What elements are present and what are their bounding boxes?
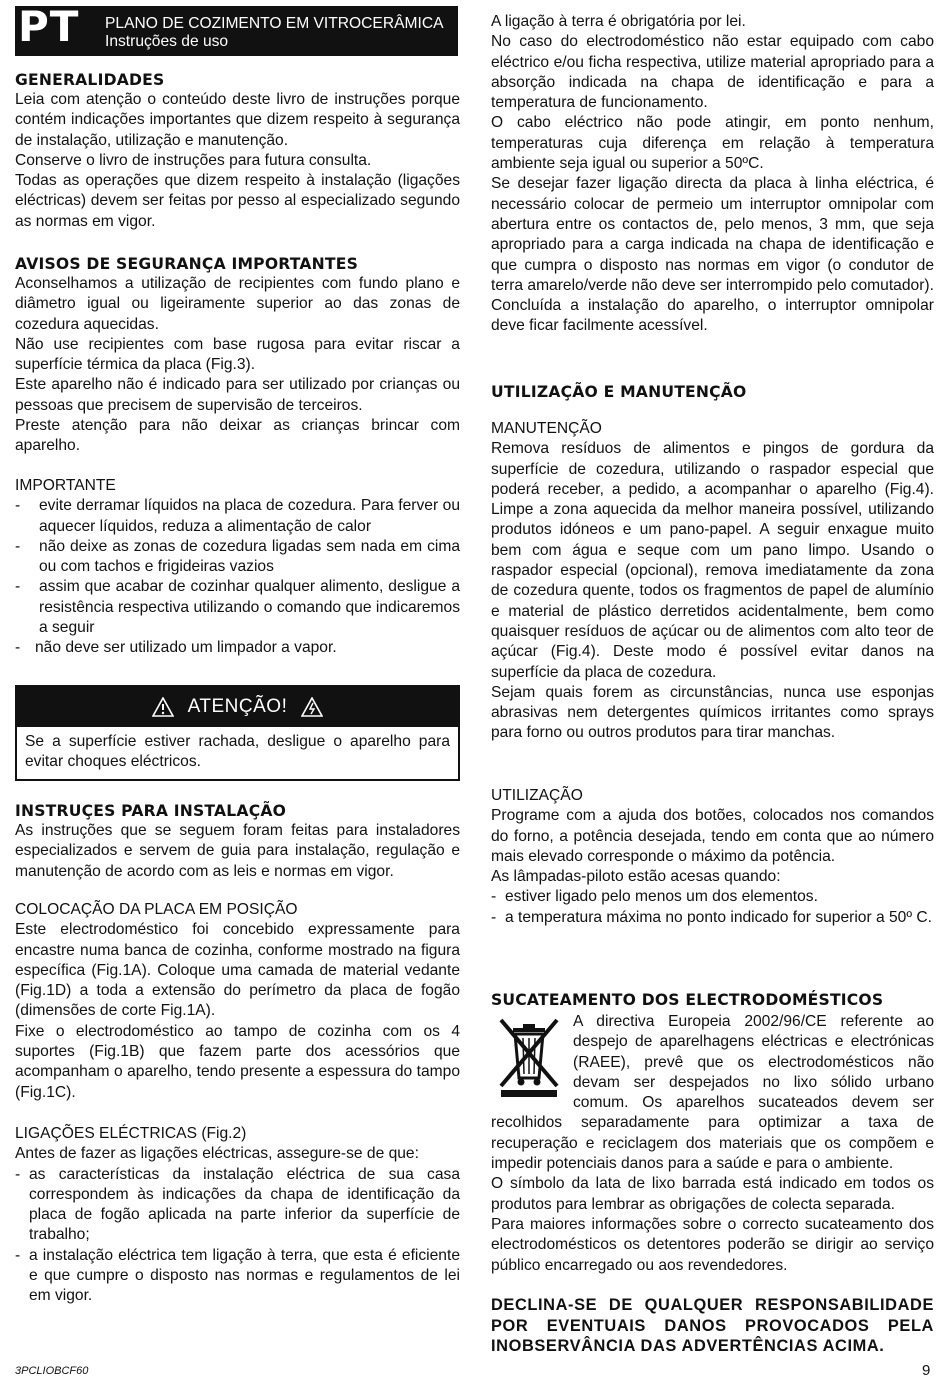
paragraph: Concluída a instalação do aparelho, o interruptor omnipolar deve ficar facilmente acessível. (491, 297, 934, 335)
list-item: - a instalação eléctrica tem ligação à terra, que esta é eficiente e que cumpre o disposto nas normas e regulamentos de lei em vigor. (15, 1246, 460, 1305)
heading-ligacoes: LIGAÇÕES ELÉCTRICAS (Fig.2) (15, 1125, 247, 1142)
crossed-bin-icon (493, 1014, 565, 1098)
paragraph: Fixe o electrodoméstico ao tampo de cozinha com os 4 suportes (Fig.1B) que fazem parte dos acessórios que acompanham o aparelho, tendo presente a espessura do tampo (Fig.1C). (15, 1022, 460, 1101)
list-item: - a temperatura máxima no ponto indicado for superior a 50º C. (491, 908, 932, 926)
paragraph: Preste atenção para não deixar as crianças brincar com aparelho. (15, 417, 460, 455)
paragraph: Aconselhamos a utilização de recipientes com fundo plano e diâmetro igual ou ligeiramente superior ao das zonas de cozedura aquecidas. (15, 275, 460, 333)
heading-utilizacao: UTILIZAÇÃO (491, 787, 583, 804)
section-utilizacao-manutencao (491, 382, 934, 402)
warning-box (15, 685, 460, 781)
warning-text: Se a superfície estiver rachada, desligue o aparelho para evitar choques eléctricos. (25, 733, 450, 771)
paragraph: Antes de fazer as ligações eléctricas, assegure-se de que: (15, 1145, 419, 1163)
section-ligacao-terra (491, 12, 934, 337)
section-ligacoes (15, 1124, 460, 1307)
list-item: - estiver ligado pelo menos um dos elementos. (491, 888, 818, 906)
list-item: - as características da instalação eléctrica de sua casa correspondem às indicações da chapa de identificação da placa de fogão aplicada na parte inferior da superfície de trabalho; (15, 1165, 460, 1244)
disclaimer (491, 1295, 934, 1357)
heading-generalidades: GENERALIDADES (15, 71, 165, 89)
paragraph: Conserve o livro de instruções para futura consulta. (15, 151, 372, 169)
warning-title: ATENÇÃO! (187, 696, 288, 717)
paragraph: No caso do electrodoméstico não estar equipado com cabo eléctrico e/ou ficha respectiva, utilize material apropriado para a absorção indicada na chapa de identificação e para a temperatura de funcionamento. (491, 33, 934, 112)
paragraph: O cabo eléctrico não pode atingir, em ponto nenhum, temperaturas cuja diferença em relação à temperatura ambiente seja igual ou superior a 50ºC. (491, 114, 934, 173)
heading-colocacao: COLOCAÇÃO DA PLACA EM POSIÇÃO (15, 901, 298, 918)
section-colocacao (15, 900, 460, 1103)
section-instrucoes (15, 801, 460, 882)
paragraph: Este electrodoméstico foi concebido expressamente para encastre numa banca de cozinha, conforme mostrado na figura específica (Fig.1A). Coloque uma camada de material vedante (Fig.1D) a toda a extensão do perímetro da placa de fogão (dimensões de corte Fig.1A). (15, 921, 460, 1020)
electric-shock-icon (301, 697, 323, 717)
warning-box-header (17, 687, 458, 727)
paragraph: Programe com a ajuda dos botões, colocados nos comandos do forno, a potência desejada, tendo em conta que ao número mais elevado corresponde o máximo da potência. (491, 807, 934, 865)
paragraph: Para maiores informações sobre o correcto sucateamento dos electrodomésticos os detentores poderão se dirigir ao serviço público encarregado ou aos revendedores. (491, 1215, 934, 1274)
list-item: - não deve ser utilizado um limpador a vapor. (15, 639, 337, 657)
paragraph: Este aparelho não é indicado para ser utilizado por crianças ou pessoas que precisem de supervisão de terceiros. (15, 376, 460, 414)
paragraph: Remova resíduos de alimentos e pingos de gordura da superfície de cozedura, utilizando o raspador especial que poderá receber, a pedido, a acompanhar o aparelho (Fig.4). Limpe a zona aquecida da melhor maneira possível, utilizando produtos idóneos e um pano-papel. A seguir enxague muito bem com água e seque com um pano limpo. Usando o raspador especial (opcional), remova imediatamente da zona de cozedura quente, todos os fragmentos de papel de alumínio e material de plástico derretidos acidentalmente, bem como quaisquer resíduos de açúcar ou de alimentos com alto teor de açúcar (Fig.4). Deste modo é possível evitar danos na superfície da placa de cozedura. (491, 440, 934, 681)
disclaimer-text: DECLINA-SE DE QUALQUER RESPONSABILIDADE POR EVENTUAIS DANOS PROVOCADOS PELA INOBSERVÂNCIA DAS ADVERTÊNCIAS ACIMA. (491, 1296, 934, 1355)
warning-triangle-icon (152, 697, 174, 717)
section-sucateamento (491, 990, 934, 1276)
paragraph: A directiva Europeia 2002/96/CE referente ao despejo de aparelhagens eléctricas e electrónicas (RAEE), prevê que os electrodomésticos não devam ser despejados no lixo sólido urbano comum. Os aparelhos sucateados devem ser recolhidos separadamente para optimizar a taxa de recuperação e reciclagem dos materiais que os compõem e impedir potenciais danos para a saúde e para o ambiente. (491, 1013, 934, 1173)
section-importante (15, 476, 460, 659)
list-item: - evite derramar líquidos na placa de cozedura. Para ferver ou aquecer líquidos, reduza a alimentação de calor (15, 497, 460, 535)
heading-instrucoes: INSTRUÇES PARA INSTALAÇÃO (15, 802, 287, 820)
heading-utilizacao-manutencao: UTILIZAÇÃO E MANUTENÇÃO (491, 383, 747, 401)
section-manutencao (491, 419, 934, 744)
language-code: PT (18, 2, 80, 51)
section-generalidades (15, 70, 460, 232)
paragraph: Todas as operações que dizem respeito à instalação (ligações eléctricas) devem ser feitas por pesso al especializado segundo as normas em vigor. (15, 172, 460, 230)
page-number: 9 (922, 1362, 931, 1379)
page-header (15, 2, 458, 56)
document-code: 3PCLIOBCF60 (15, 1365, 89, 1377)
paragraph: As lâmpadas-piloto estão acesas quando: (491, 868, 781, 886)
section-utilizacao (491, 786, 934, 928)
list-item: - não deixe as zonas de cozedura ligadas sem nada em cima ou com tachos e frigideiras vazios (15, 537, 460, 576)
paragraph: Não use recipientes com base rugosa para evitar riscar a superfície térmica da placa (Fig.3). (15, 335, 460, 374)
heading-manutencao: MANUTENÇÃO (491, 420, 602, 437)
heading-importante: IMPORTANTE (15, 477, 116, 494)
list-item: - assim que acabar de cozinhar qualquer alimento, desligue a resistência respectiva utilizando o comando que indicaremos a seguir (15, 578, 460, 637)
paragraph: As instruções que se seguem foram feitas para instaladores especializados e servem de guia para instalação, regulação e manutenção de acordo com as leis e normas em vigor. (15, 822, 460, 880)
document-title: PLANO DE COZIMENTO EM VITROCERÂMICA (105, 15, 444, 32)
paragraph: Sejam quais forem as circunstâncias, nunca use esponjas abrasivas nem detergentes químicos irritantes como sprays para forno ou outros produtos para tirar manchas. (491, 683, 934, 742)
section-avisos (15, 254, 460, 457)
heading-sucateamento: SUCATEAMENTO DOS ELECTRODOMÉSTICOS (491, 991, 884, 1009)
heading-avisos: AVISOS DE SEGURANÇA IMPORTANTES (15, 255, 359, 273)
paragraph: O símbolo da lata de lixo barrada está indicado em todos os produtos para lembrar as obrigações de colecta separada. (491, 1175, 934, 1213)
paragraph: A ligação à terra é obrigatória por lei. (491, 13, 746, 30)
paragraph: Leia com atenção o conteúdo deste livro de instruções porque contém indicações importantes que dizem respeito à segurança de instalação, utilização e manutenção. (15, 91, 460, 149)
paragraph: Se desejar fazer ligação directa da placa à linha eléctrica, é necessário colocar de permeio um interruptor omnipolar com abertura entre os contactos de, pelo menos, 3 mm, que seja apropriado para a carga indicada na chapa de identificação e que cumpra o disposto nas normas em vigor (o condutor de terra amarelo/verde não deve ser interrompido pelo comutador). (491, 175, 934, 294)
document-subtitle: Instruções de uso (105, 33, 229, 50)
